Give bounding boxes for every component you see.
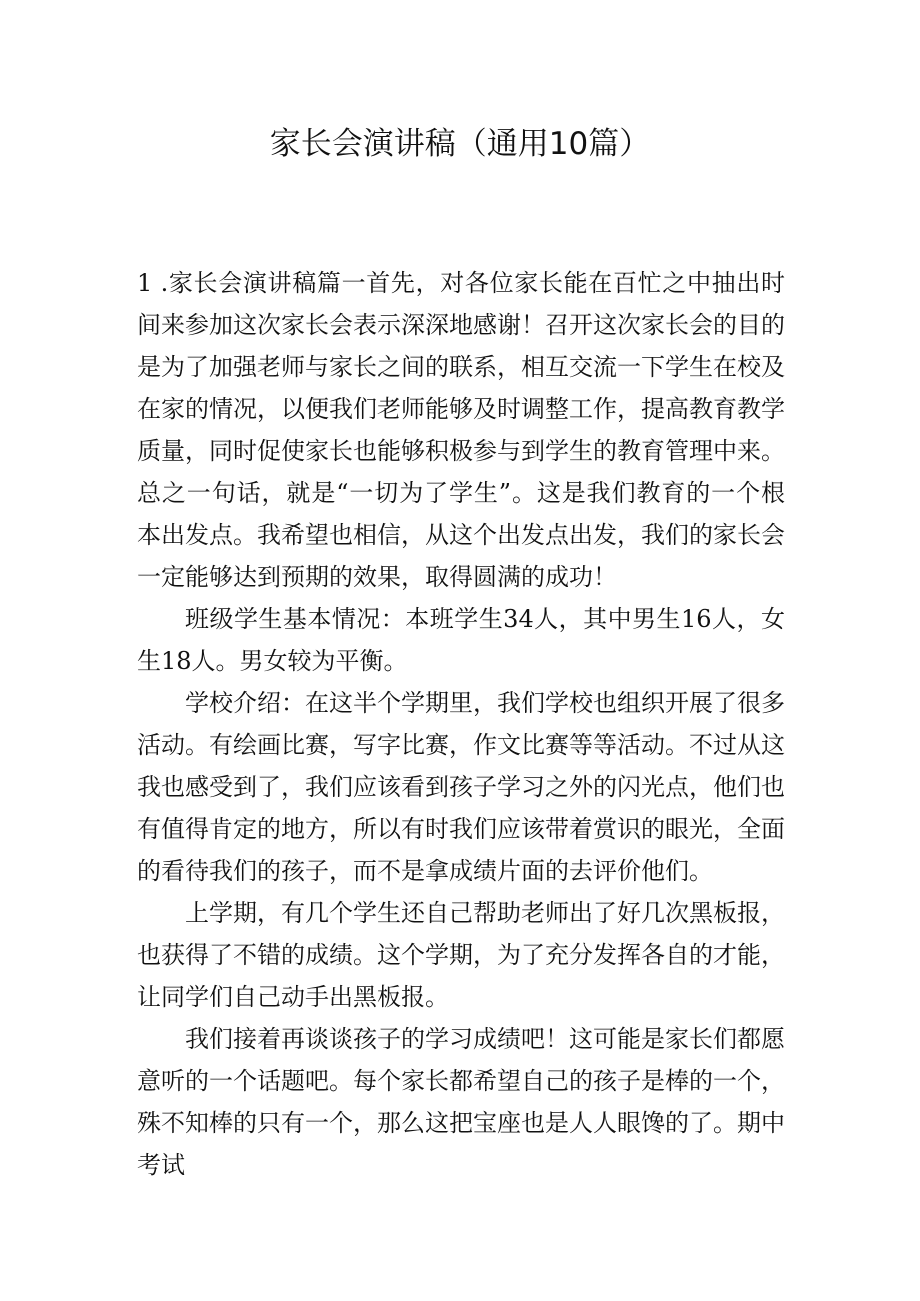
paragraph-4: 上学期，有几个学生还自己帮助老师出了好几次黑板报，也获得了不错的成绩。这个学期，为了充分发挥各自的才能，让同学们自己动手出黑板报。 xyxy=(137,899,785,1011)
paragraph-1: 1 .家长会演讲稿篇一首先，对各位家长能在百忙之中抽出时间来参加这次家长会表示深深地感谢！召开这次家长会的目的是为了加强老师与家长之间的联系，相互交流一下学生在校及在家的情况，以便我们老师能够及时调整工作，提高教育教学质量，同时促使家长也能够积极参与到学生的教育管理中来。总之一句话，就是“一切为了学生”。这是我们教育的一个根本出发点。我希望也相信，从这个出发点出发，我们的家长会一定能够达到预期的效果，取得圆满的成功！ xyxy=(137,269,785,591)
paragraph-5: 我们接着再谈谈孩子的学习成绩吧！这可能是家长们都愿意听的一个话题吧。每个家长都希望自己的孩子是棒的一个，殊不知棒的只有一个，那么这把宝座也是人人眼馋的了。期中考试 xyxy=(137,1025,785,1179)
paragraph-2: 班级学生基本情况：本班学生34人，其中男生16人，女生18人。男女较为平衡。 xyxy=(137,605,785,675)
document-body xyxy=(137,262,785,1186)
paragraph-3: 学校介绍：在这半个学期里，我们学校也组织开展了很多活动。有绘画比赛，写字比赛，作文比赛等等活动。不过从这我也感受到了，我们应该看到孩子学习之外的闪光点，他们也有值得肯定的地方，所以有时我们应该带着赏识的眼光，全面的看待我们的孩子，而不是拿成绩片面的去评价他们。 xyxy=(137,689,785,885)
document-title: 家长会演讲稿（通用10篇） xyxy=(269,126,651,162)
